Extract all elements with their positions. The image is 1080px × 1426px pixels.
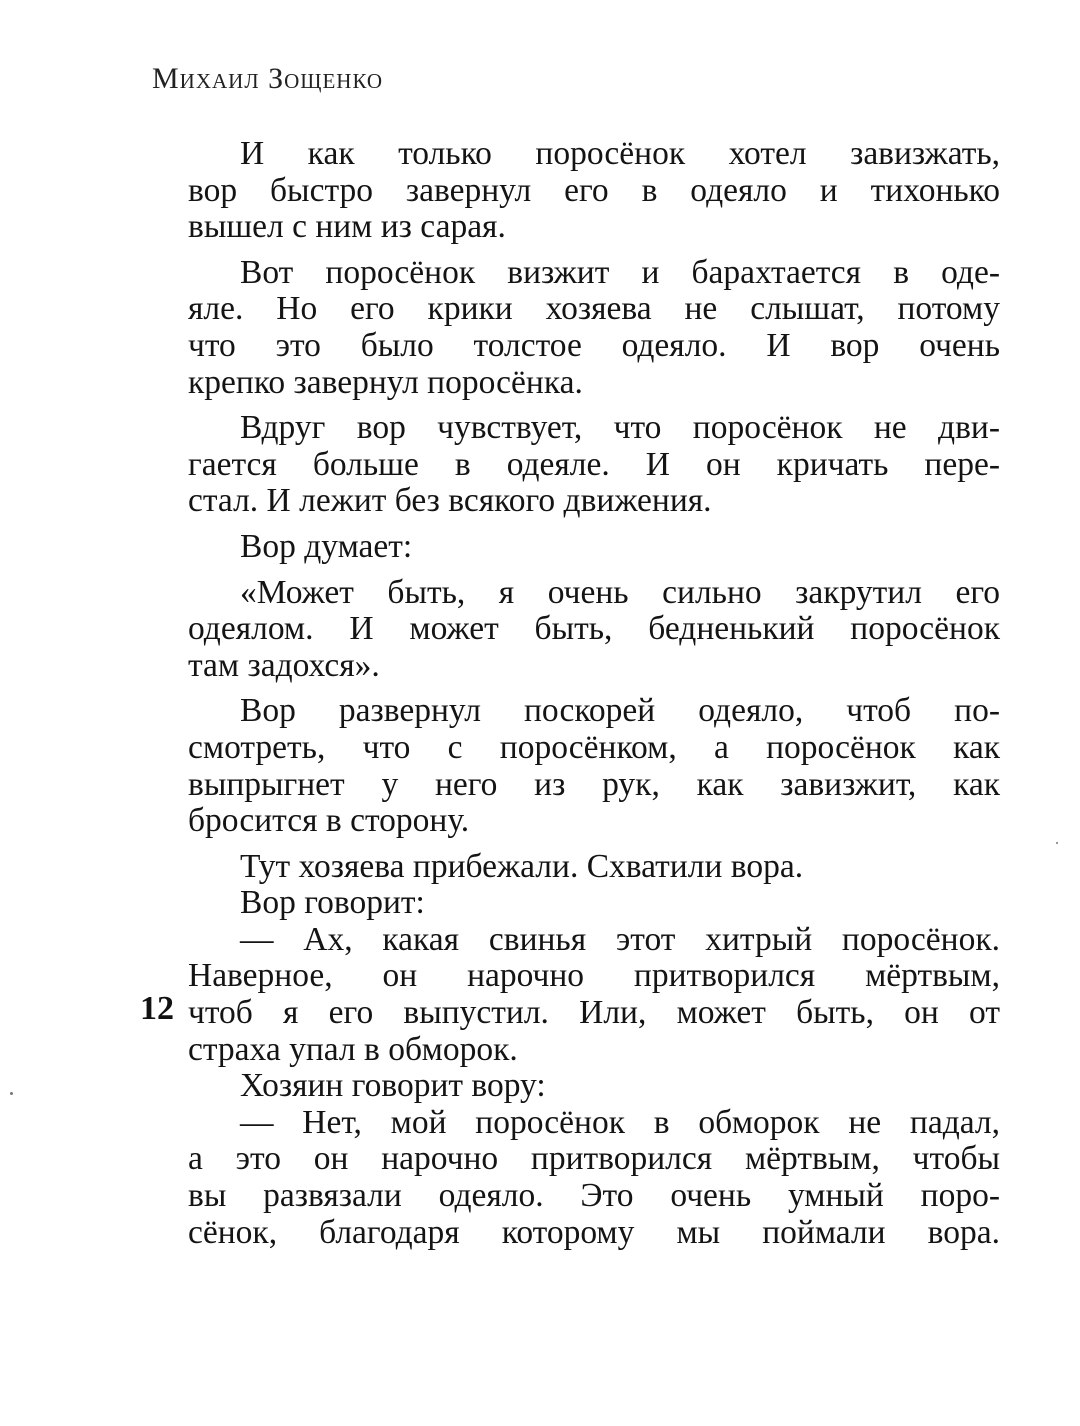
text-line: там задохся». [188,646,380,684]
paragraph [188,1068,1000,1105]
text-line: Вор говорит: [240,884,425,922]
text-line: Вдруг вор чувствует, что поросёнок не дви- [240,409,1000,447]
paragraph [188,410,1000,520]
print-speck [10,1092,13,1095]
page-number: 12 [140,990,174,1027]
running-header-author: Михаил Зощенко [152,62,384,95]
paragraph [188,849,1000,886]
text-line: Вот поросёнок визжит и барахтается в оде- [240,253,1000,291]
text-line: «Может быть, я очень сильно закрутил его [240,573,1000,611]
paragraph [188,922,1000,1068]
text-line: смотреть, что с поросёнком, а поросёнок как [188,728,1000,766]
text-line: вышел с ним из сарая. [188,208,506,246]
text-line: бросится в сторону. [188,802,470,840]
text-line: яле. Но его крики хозяева не слышат, потому [188,290,1000,328]
text-line: Вор думает: [240,527,413,565]
text-line: вор быстро завернул его в одеяло и тихонько [188,171,1000,209]
text-line: Наверное, он нарочно притворился мёртвым, [188,957,1000,995]
paragraph [188,885,1000,922]
paragraph [188,693,1000,839]
text-line: — Нет, мой поросёнок в обморок не падал, [240,1103,1000,1141]
text-line: сёнок, благодаря которому мы поймали вора. [188,1213,1000,1251]
text-line: одеялом. И может быть, бедненький поросёнок [188,610,1000,648]
text-line: вы развязали одеяло. Это очень умный поро- [188,1177,1000,1215]
text-line: — Ах, какая свинья этот хитрый поросёнок. [240,920,1000,958]
text-line: чтоб я его выпустил. Или, может быть, он от [188,994,1000,1032]
text-line: стал. И лежит без всякого движения. [188,482,712,520]
text-line: крепко завернул поросёнка. [188,363,583,401]
text-line: Вор развернул поскорей одеяло, чтоб по- [240,692,1000,730]
text-line: И как только поросёнок хотел завизжать, [240,135,1000,172]
story-text [188,136,1000,1251]
paragraph [188,255,1000,401]
paragraph [188,136,1000,246]
paragraph [188,575,1000,685]
text-line: что это было толстое одеяло. И вор очень [188,326,1000,364]
text-line: а это он нарочно притворился мёртвым, чтобы [188,1140,1000,1178]
paragraph [188,1105,1000,1251]
print-speck [1056,842,1058,844]
text-line: выпрыгнет у него из рук, как завизжит, как [188,765,1000,803]
paragraph [188,529,1000,566]
text-line: гается больше в одеяле. И он кричать пере- [188,445,1000,483]
text-line: страха упал в обморок. [188,1030,518,1068]
text-line: Тут хозяева прибежали. Схватили вора. [240,847,804,885]
text-line: Хозяин говорит вору: [240,1067,546,1105]
